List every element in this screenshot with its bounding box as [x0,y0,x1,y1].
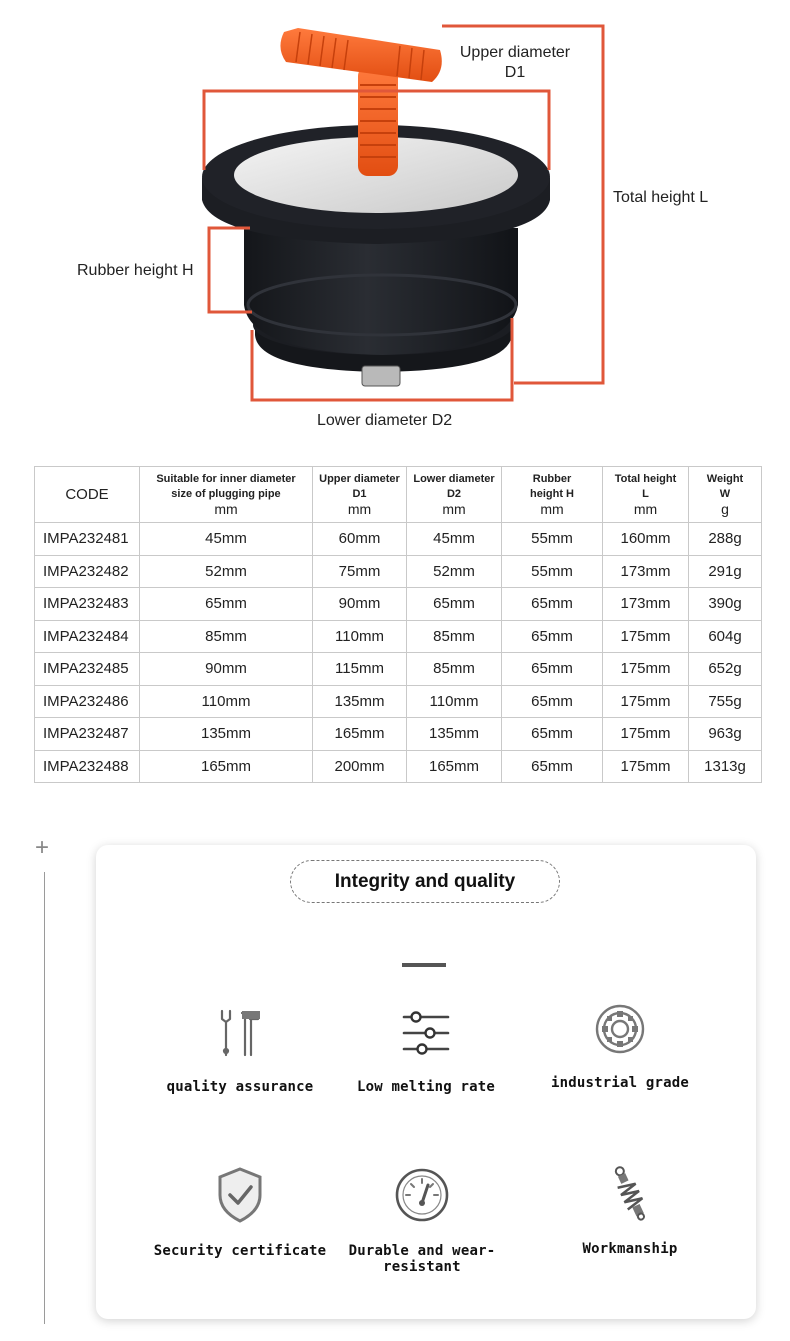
cell-rubber-height: 65mm [502,653,603,686]
cell-inner-diameter: 110mm [140,685,313,718]
cell-code: IMPA232481 [35,523,140,556]
cell-rubber-height: 65mm [502,750,603,783]
table-row [35,523,762,556]
vertical-divider [44,872,45,1324]
feature-label: quality assurance [166,1079,314,1095]
header-inner-diameter: Suitable for inner diameter size of plugging pipe mm [140,467,313,523]
cell-inner-diameter: 45mm [140,523,313,556]
cell-weight: 288g [689,523,762,556]
header-upper-diameter: Upper diameter D1 mm [313,467,407,523]
cell-upper-diameter: 90mm [313,588,407,621]
cell-upper-diameter: 135mm [313,685,407,718]
total-height-label: Total height L [613,189,709,206]
feature-label: industrial grade [550,1075,690,1091]
cell-code: IMPA232484 [35,620,140,653]
cell-rubber-height: 55mm [502,523,603,556]
feature-workmanship [520,1163,740,1257]
cell-rubber-height: 65mm [502,685,603,718]
quality-card [96,845,756,1319]
upper-diameter-label: Upper diameter D1 [459,44,571,81]
cell-rubber-height: 65mm [502,588,603,621]
cell-inner-diameter: 90mm [140,653,313,686]
header-total-height: Total height L mm [603,467,689,523]
table-row [35,718,762,751]
rubber-height-label: Rubber height H [77,262,194,279]
cell-rubber-height: 65mm [502,620,603,653]
cell-total-height: 175mm [603,685,689,718]
table-row [35,750,762,783]
table-row [35,685,762,718]
cell-inner-diameter: 165mm [140,750,313,783]
table-row [35,555,762,588]
feature-low-melting-rate [316,1005,536,1095]
cell-lower-diameter: 110mm [407,685,502,718]
cell-total-height: 160mm [603,523,689,556]
cell-weight: 291g [689,555,762,588]
feature-label: Workmanship [582,1241,678,1257]
title-underline [402,963,446,967]
cell-upper-diameter: 115mm [313,653,407,686]
cell-weight: 755g [689,685,762,718]
header-rubber-height: Rubber height H mm [502,467,603,523]
cell-total-height: 173mm [603,588,689,621]
cell-total-height: 175mm [603,653,689,686]
cell-rubber-height: 65mm [502,718,603,751]
cell-weight: 652g [689,653,762,686]
cell-upper-diameter: 60mm [313,523,407,556]
cell-lower-diameter: 52mm [407,555,502,588]
cell-upper-diameter: 110mm [313,620,407,653]
cell-total-height: 173mm [603,555,689,588]
cell-code: IMPA232482 [35,555,140,588]
feature-label: Security certificate [153,1243,327,1259]
cell-lower-diameter: 85mm [407,653,502,686]
cell-rubber-height: 55mm [502,555,603,588]
shield-check-icon [212,1165,268,1225]
cell-total-height: 175mm [603,718,689,751]
cell-weight: 390g [689,588,762,621]
gear-icon [592,1001,648,1057]
header-code: CODE [35,467,140,523]
section-title: Integrity and quality [290,860,560,903]
cell-upper-diameter: 165mm [313,718,407,751]
specification-table [34,466,762,783]
tools-icon [212,1005,268,1061]
spring-icon [605,1163,655,1223]
header-weight: Weight W g [689,467,762,523]
product-diagram [0,0,790,450]
feature-label: Low melting rate [356,1079,496,1095]
feature-label: Durable and wear-resistant [348,1243,496,1275]
cell-lower-diameter: 165mm [407,750,502,783]
plus-icon: + [35,834,50,861]
cell-total-height: 175mm [603,750,689,783]
cell-upper-diameter: 75mm [313,555,407,588]
cell-upper-diameter: 200mm [313,750,407,783]
cell-lower-diameter: 85mm [407,620,502,653]
cell-inner-diameter: 52mm [140,555,313,588]
cell-lower-diameter: 135mm [407,718,502,751]
lower-diameter-label: Lower diameter D2 [317,412,453,429]
cell-lower-diameter: 45mm [407,523,502,556]
cell-inner-diameter: 65mm [140,588,313,621]
cell-weight: 604g [689,620,762,653]
table-row [35,620,762,653]
cell-inner-diameter: 85mm [140,620,313,653]
feature-industrial-grade [510,1001,730,1091]
table-header-row [35,467,762,523]
feature-durable-wear-resistant [312,1165,532,1275]
cell-weight: 1313g [689,750,762,783]
cell-inner-diameter: 135mm [140,718,313,751]
table-row [35,588,762,621]
cell-code: IMPA232485 [35,653,140,686]
cell-lower-diameter: 65mm [407,588,502,621]
cell-total-height: 175mm [603,620,689,653]
cell-code: IMPA232483 [35,588,140,621]
pipe-plug-illustration [0,0,790,450]
header-lower-diameter: Lower diameter D2 mm [407,467,502,523]
table-row [35,653,762,686]
sliders-icon [398,1005,454,1061]
cell-code: IMPA232488 [35,750,140,783]
cell-weight: 963g [689,718,762,751]
gauge-icon [392,1165,452,1225]
cell-code: IMPA232486 [35,685,140,718]
cell-code: IMPA232487 [35,718,140,751]
